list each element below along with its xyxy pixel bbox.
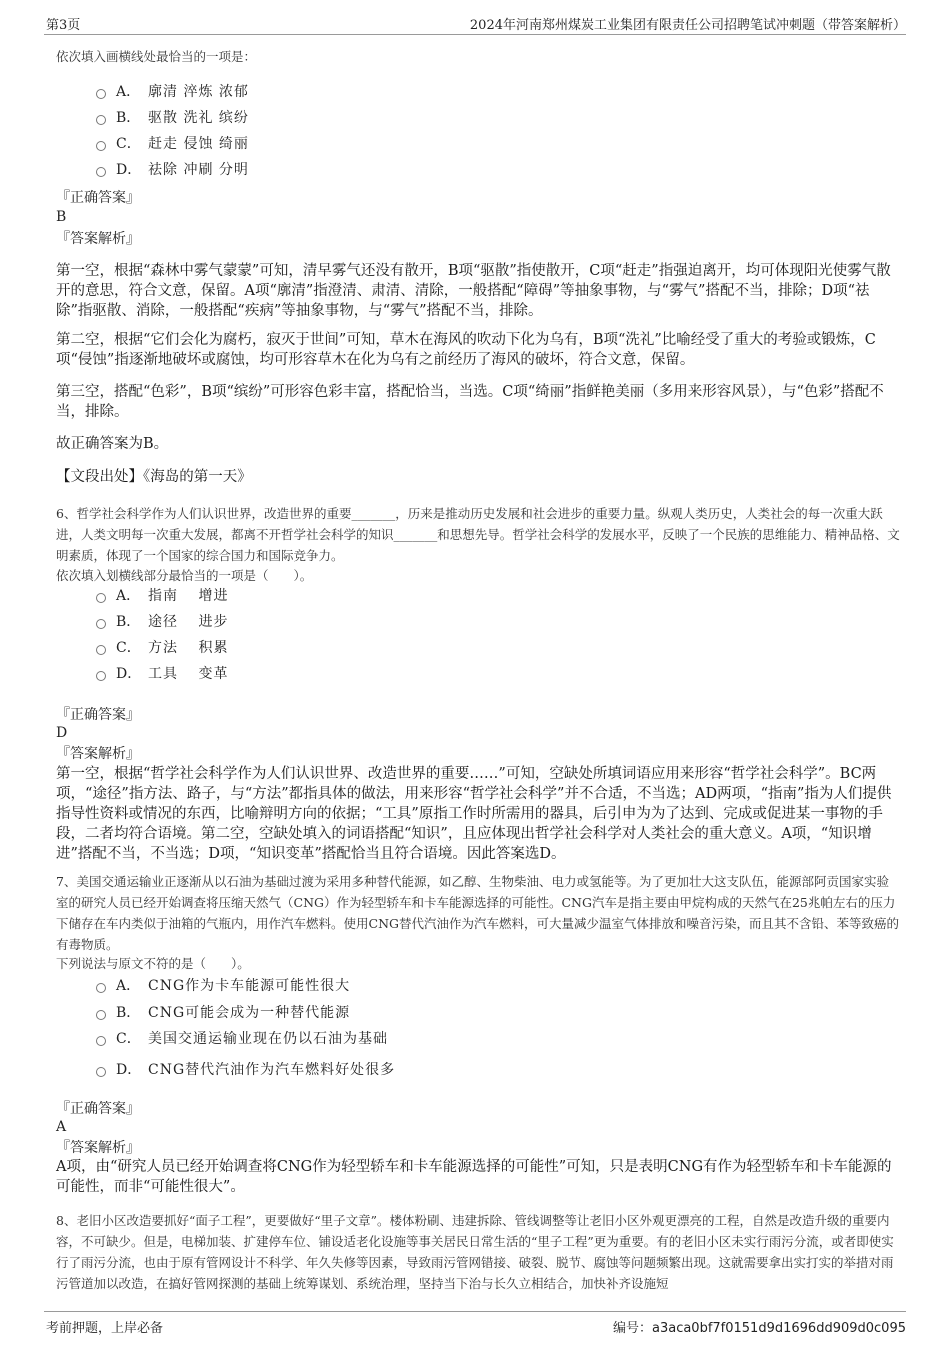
radio-icon[interactable]: [96, 1010, 106, 1020]
q7-prompt: 下列说法与原文不符的是（ ）。: [56, 956, 250, 971]
radio-icon[interactable]: [96, 115, 106, 125]
q6-stem: 6、哲学社会科学作为人们认识世界，改造世界的重要_______，历来是推动历史发展和社会进步的重要力量。纵观人类历史，人类社会的每一次重大跃进，人类文明每一次重大发展，都离不开哲学社会科学的知识_______和思想先导。哲学社会科学的发展水平，反映了一个民族的思维能力、精神品格、文明素质，体现了一个国家的综合国力和国际竞争力。: [56, 506, 900, 563]
radio-icon[interactable]: [96, 645, 106, 655]
q6-answer: D: [56, 725, 68, 741]
q7-analysis: A项，由“研究人员已经开始调查将CNG作为轻型轿车和卡车能源选择的可能性”可知，只是表明CNG有作为轻型轿车和卡车能源的可能性，而非“可能性很大”。: [56, 1159, 892, 1195]
radio-icon[interactable]: [96, 1036, 106, 1046]
q5-source: 【文段出处】《海岛的第一天》: [56, 469, 252, 485]
q6-option-c[interactable]: C． 方法 积累: [96, 638, 228, 658]
radio-icon[interactable]: [96, 593, 106, 603]
radio-icon[interactable]: [96, 619, 106, 629]
q7-answer-label: 『正确答案』: [56, 1101, 140, 1117]
q6-option-b[interactable]: B． 途径 进步: [96, 612, 228, 632]
radio-icon[interactable]: [96, 671, 106, 681]
q8-stem: 8、老旧小区改造要抓好“面子工程”，更要做好“里子文章”。楼体粉刷、违建拆除、管线调整等让老旧小区外观更漂亮的工程，自然是改造升级的重要内容，不可缺少。但是，电梯加装、扩建停车位、铺设适老化设施等事关居民日常生活的“里子工程”更为重要。有的老旧小区未实行雨污分流，或者即使实行了雨污分流，也由于原有管网设计不科学、年久失修等因素，导致雨污管网错接、破裂、脱节、腐蚀等问题频繁出现。这就需要拿出实打实的举措对雨污管道加以改造，在搞好管网探测的基础上统筹谋划、系统治理，坚持当下治与长久立相结合，加快补齐设施短: [56, 1213, 894, 1291]
q5-analysis-p4: 故正确答案为B。: [56, 436, 169, 452]
footer-slogan: 考前押题，上岸必备: [46, 1321, 164, 1336]
q5-option-d[interactable]: D． 祛除 冲刷 分明: [96, 160, 249, 180]
q5-analysis-label: 『答案解析』: [56, 231, 140, 247]
document-id: 编号：a3aca0bf7f0151d9d1696dd909d0c095: [612, 1321, 906, 1336]
radio-icon[interactable]: [96, 89, 106, 99]
q5-analysis-p3: 第三空，搭配“色彩”，B项“缤纷”可形容色彩丰富，搭配恰当，当选。C项“绮丽”指鲜艳美丽（多用来形容风景），与“色彩”搭配不当，排除。: [56, 384, 884, 420]
page-footer: [44, 1311, 906, 1334]
q6-analysis-label: 『答案解析』: [56, 746, 140, 762]
q5-answer-label: 『正确答案』: [56, 190, 140, 206]
q7-option-c[interactable]: C． 美国交通运输业现在仍以石油为基础: [96, 1029, 388, 1049]
q7-option-b[interactable]: B． CNG可能会成为一种替代能源: [96, 1003, 350, 1023]
q5-analysis-p2: 第二空，根据“它们会化为腐朽，寂灭于世间”可知，草木在海风的吹动下化为乌有，B项“洗礼”比喻经受了重大的考验或锻炼，C项“侵蚀”指逐渐地破坏或腐蚀，均可形容草木在化为乌有之前经历了海风的破坏，符合文意，保留。: [56, 332, 876, 368]
page-header: [44, 12, 906, 35]
q6-answer-label: 『正确答案』: [56, 707, 140, 723]
q5-option-a[interactable]: A． 廓清 淬炼 浓郁: [96, 82, 249, 102]
q6-analysis: 第一空，根据“哲学社会科学作为人们认识世界、改造世界的重要……”可知，空缺处所填词语应用来形容“哲学社会科学”。BC两项，“途径”指方法、路子，与“方法”都指具体的做法，用来形容“哲学社会科学”并不合适，不当选；AD两项，“指南”指为人们提供指导性资料或情况的东西，比喻辩明方向的依据；“工具”原指工作时所需用的器具，后引申为为了达到、完成或促进某一事物的手段，二者均符合语境。第二空，空缺处填入的词语搭配“知识”，且应体现出哲学社会科学对人类社会的重大意义。A项，“知识增进”搭配不当，不当选；D项，“知识变革”搭配恰当且符合语境。因此答案选D。: [56, 766, 892, 862]
page-number: 第3页: [46, 18, 81, 33]
radio-icon[interactable]: [96, 983, 106, 993]
q7-answer: A: [56, 1119, 67, 1135]
q7-option-d[interactable]: D． CNG替代汽油作为汽车燃料好处很多: [96, 1060, 395, 1080]
q6-option-a[interactable]: A． 指南 增进: [96, 586, 228, 606]
q5-analysis-p1: 第一空，根据“森林中雾气蒙蒙”可知，清早雾气还没有散开，B项“驱散”指使散开，C项“赶走”指强迫离开，均可体现阳光使雾气散开的意思，符合文意，保留。A项“廓清”指澄清、肃清、清除，一般搭配“障碍”等抽象事物，与“雾气”搭配不当，排除；D项“祛除”指驱散、消除，一般搭配“疾病”等抽象事物，与“雾气”搭配不当，排除。: [56, 263, 891, 319]
q5-answer: B: [56, 209, 67, 225]
q5-prompt: 依次填入画横线处最恰当的一项是：: [56, 49, 257, 64]
document-title: 2024年河南郑州煤炭工业集团有限责任公司招聘笔试冲刺题（带答案解析）: [469, 18, 906, 33]
radio-icon[interactable]: [96, 167, 106, 177]
q5-option-c[interactable]: C． 赶走 侵蚀 绮丽: [96, 134, 249, 154]
q6-option-d[interactable]: D． 工具 变革: [96, 664, 228, 684]
radio-icon[interactable]: [96, 1067, 106, 1077]
radio-icon[interactable]: [96, 141, 106, 151]
q5-option-b[interactable]: B． 驱散 洗礼 缤纷: [96, 108, 249, 128]
q7-analysis-label: 『答案解析』: [56, 1140, 140, 1156]
q7-stem: 7、美国交通运输业正逐渐从以石油为基础过渡为采用多种替代能源，如乙醇、生物柴油、电力或氢能等。为了更加壮大这支队伍，能源部阿贡国家实验室的研究人员已经开始调查将压缩天然气（CNG）作为轻型轿车和卡车能源选择的可能性。CNG汽车是指主要由甲烷构成的天然气在25兆帕左右的压力下储存在车内类似于油箱的气瓶内，用作汽车燃料。使用CNG替代汽油作为汽车燃料，可大量减少温室气体排放和噪音污染，而且其不含铅、苯等致癌的有毒物质。: [56, 874, 899, 952]
q7-option-a[interactable]: A． CNG作为卡车能源可能性很大: [96, 976, 350, 996]
q6-prompt: 依次填入划横线部分最恰当的一项是（ ）。: [56, 568, 313, 583]
